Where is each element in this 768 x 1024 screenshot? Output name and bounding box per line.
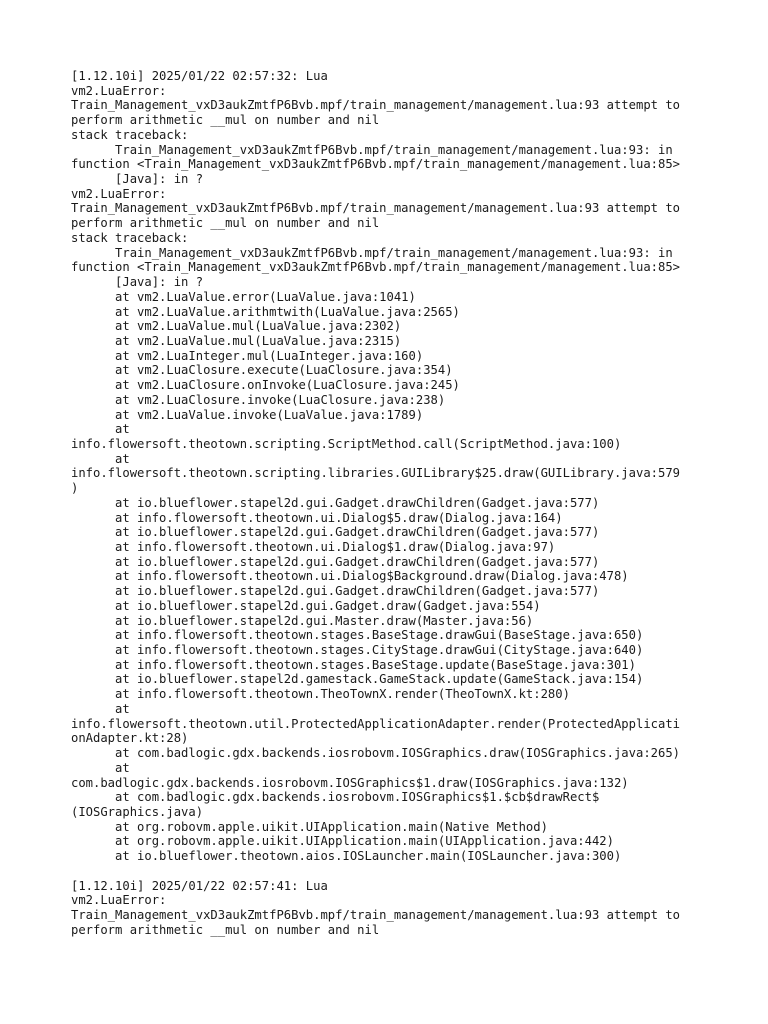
log-line: at vm2.LuaValue.invoke(LuaValue.java:1789) [71,407,424,422]
log-entry [71,69,761,864]
log-line: vm2.LuaError: [71,186,167,201]
log-line: stack traceback: [71,127,189,142]
log-line: perform arithmetic __mul on number and nil [71,216,380,231]
log-line: at [71,760,130,775]
log-line: at info.flowersoft.theotown.ui.Dialog$Background.draw(Dialog.java:478) [71,569,629,584]
log-document [71,69,761,937]
log-line: at io.blueflower.stapel2d.gui.Gadget.draw(Gadget.java:554) [71,598,541,613]
log-line: [Java]: in ? [71,275,204,290]
log-line: at info.flowersoft.theotown.ui.Dialog$5.draw(Dialog.java:164) [71,510,563,525]
log-line: at info.flowersoft.theotown.stages.BaseStage.drawGui(BaseStage.java:650) [71,628,644,643]
log-line: at org.robovm.apple.uikit.UIApplication.main(UIApplication.java:442) [71,834,614,849]
log-line: perform arithmetic __mul on number and nil [71,113,380,128]
log-line: Train_Management_vxD3aukZmtfP6Bvb.mpf/train_management/management.lua:93 attempt to [71,907,681,922]
log-line: stack traceback: [71,230,189,245]
log-line: info.flowersoft.theotown.util.ProtectedApplicationAdapter.render(ProtectedApplicati [71,716,681,731]
log-line: Train_Management_vxD3aukZmtfP6Bvb.mpf/train_management/management.lua:93: in [71,142,673,157]
log-line: at io.blueflower.stapel2d.gui.Master.draw(Master.java:56) [71,613,534,628]
log-line: Train_Management_vxD3aukZmtfP6Bvb.mpf/train_management/management.lua:93 attempt to [71,98,681,113]
log-line: at [71,451,130,466]
log-line: at io.blueflower.stapel2d.gui.Gadget.drawChildren(Gadget.java:577) [71,525,600,540]
log-line: vm2.LuaError: [71,893,167,908]
log-line: at com.badlogic.gdx.backends.iosrobovm.IOSGraphics.draw(IOSGraphics.java:265) [71,746,681,761]
log-line: function <Train_Management_vxD3aukZmtfP6Bvb.mpf/train_management/management.lua:85> [71,260,681,275]
log-line: function <Train_Management_vxD3aukZmtfP6Bvb.mpf/train_management/management.lua:85> [71,157,681,172]
log-line: at vm2.LuaClosure.execute(LuaClosure.java:354) [71,363,453,378]
log-line: at [71,422,130,437]
log-line: at io.blueflower.stapel2d.gui.Gadget.drawChildren(Gadget.java:577) [71,554,600,569]
log-line: com.badlogic.gdx.backends.iosrobovm.IOSGraphics$1.draw(IOSGraphics.java:132) [71,775,629,790]
entry-separator [71,864,761,879]
log-line: at info.flowersoft.theotown.stages.CityStage.drawGui(CityStage.java:640) [71,643,644,658]
log-line: at info.flowersoft.theotown.stages.BaseStage.update(BaseStage.java:301) [71,657,636,672]
log-line: info.flowersoft.theotown.scripting.ScriptMethod.call(ScriptMethod.java:100) [71,436,622,451]
log-line: [1.12.10i] 2025/01/22 02:57:32: Lua [71,69,328,83]
log-line: [Java]: in ? [71,172,204,187]
log-line: at info.flowersoft.theotown.TheoTownX.render(TheoTownX.kt:280) [71,687,570,702]
log-line: at vm2.LuaValue.arithmtwith(LuaValue.java:2565) [71,304,460,319]
log-line: at io.blueflower.stapel2d.gui.Gadget.drawChildren(Gadget.java:577) [71,495,600,510]
log-line: ) [71,481,79,496]
log-line: at io.blueflower.stapel2d.gamestack.GameStack.update(GameStack.java:154) [71,672,644,687]
log-line: vm2.LuaError: [71,83,167,98]
log-line: (IOSGraphics.java) [71,804,204,819]
log-line: Train_Management_vxD3aukZmtfP6Bvb.mpf/train_management/management.lua:93: in [71,245,673,260]
log-line: at [71,701,130,716]
log-line: onAdapter.kt:28) [71,731,189,746]
log-line: at com.badlogic.gdx.backends.iosrobovm.IOSGraphics$1.$cb$drawRect$ [71,790,600,805]
log-line: at org.robovm.apple.uikit.UIApplication.main(Native Method) [71,819,548,834]
log-line: at vm2.LuaValue.mul(LuaValue.java:2315) [71,333,402,348]
log-entry [71,879,761,938]
log-line: at vm2.LuaInteger.mul(LuaInteger.java:160) [71,348,424,363]
log-line: [1.12.10i] 2025/01/22 02:57:41: Lua [71,878,328,893]
log-line: info.flowersoft.theotown.scripting.libraries.GUILibrary$25.draw(GUILibrary.java:579 [71,466,681,481]
log-line: at io.blueflower.theotown.aios.IOSLauncher.main(IOSLauncher.java:300) [71,849,622,864]
log-line: Train_Management_vxD3aukZmtfP6Bvb.mpf/train_management/management.lua:93 attempt to [71,201,681,216]
log-line: perform arithmetic __mul on number and nil [71,922,380,937]
log-line: at info.flowersoft.theotown.ui.Dialog$1.draw(Dialog.java:97) [71,540,556,554]
log-line: at vm2.LuaValue.error(LuaValue.java:1041) [71,289,416,304]
log-line: at vm2.LuaValue.mul(LuaValue.java:2302) [71,319,402,334]
log-line: at vm2.LuaClosure.onInvoke(LuaClosure.java:245) [71,378,460,393]
log-line: at vm2.LuaClosure.invoke(LuaClosure.java:238) [71,392,446,407]
log-line: at io.blueflower.stapel2d.gui.Gadget.drawChildren(Gadget.java:577) [71,584,600,599]
